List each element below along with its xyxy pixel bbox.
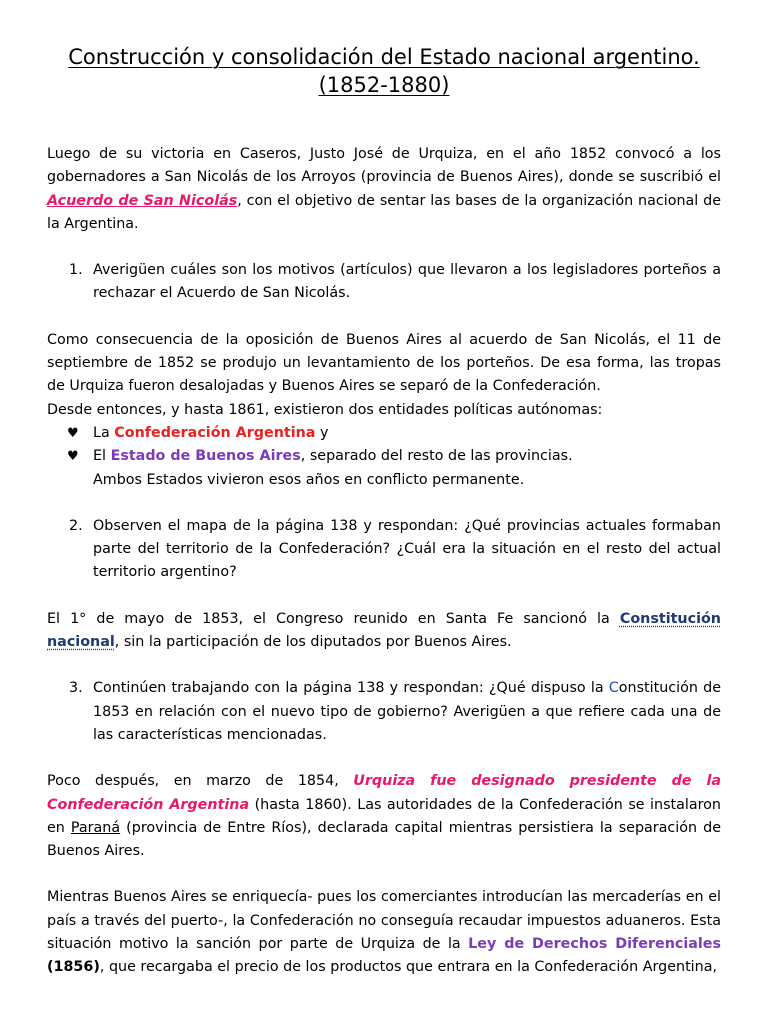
question-3-text-2: onstitución de 1853 en relación con el nuevo tipo de gobierno? Averigüen a que refiere cada una de las características mencionadas. [93,680,721,743]
derechos-text-2: , que recargaba el precio de los productos que entrara en la Confederación Argentina, [99,959,718,976]
consequence-text: Como consecuencia de la oposición de Buenos Aires al acuerdo de San Nicolás, el 11 de septiembre de 1852 se produjo un levantamiento de los porteños. De esa forma, las tropas de Urquiza fueron desalojadas y Buenos Aires se separó de la Confederación. [47,331,721,395]
question-2-text: Observen el mapa de la página 138 y respondan: ¿Qué provincias actuales formaban parte del territorio de la Confederación? ¿Cuál era la situación en el resto del actual territorio argentino? [93,517,721,581]
confederacion-argentina-highlight: Confederación Argentina [114,424,316,441]
parana-underlined: Paraná [70,819,121,836]
intro-text-1: Luego de su victoria en Caseros, Justo José de Urquiza, en el año 1852 convocó a los gobernadores a San Nicolás de los Arroyos (provincia de Buenos Aires), donde se suscribió el [47,146,721,186]
bullet-2-post: , separado del resto de las provincias. [300,448,573,465]
entities-intro: Desde entonces, y hasta 1861, existieron dos entidades políticas autónomas: [47,401,603,418]
constitution-text-2: , sin la participación de los diputados por Buenos Aires. [114,634,512,651]
urquiza-president-highlight: Urquiza fue designado presidente de la Confederación Argentina [47,773,721,813]
urquiza-text-1: Poco después, en marzo de 1854, [47,773,354,790]
question-1-text: Averigüen cuáles son los motivos (artículos) que llevaron a los legisladores porteños a rechazar el Acuerdo de San Nicolás. [93,262,721,302]
bullet-1-post: y [315,424,329,441]
consequence-paragraph [47,329,721,399]
conflict-note: Ambos Estados vivieron esos años en conflicto permanente. [93,471,525,488]
bullet-2-pre: El [93,448,111,465]
constitution-paragraph [47,608,721,655]
question-3-text-1: Continúen trabajando con la página 138 y respondan: ¿Qué dispuso la [93,680,609,697]
ley-year: (1856) [47,959,100,976]
estado-buenos-aires-highlight: Estado de Buenos Aires [110,448,301,465]
entities-list [47,422,721,469]
question-2 [47,515,721,585]
question-3-number: 3. [69,680,83,697]
question-2-number: 2. [69,517,83,534]
heart-bullet-icon: ♥ [67,425,79,441]
intro-text-2: , con el objetivo de sentar las bases de la organización nacional de la Argentina. [47,192,721,232]
derechos-text-1: Mientras Buenos Aires se enriquecía- pues los comerciantes introducían las mercaderías en el país a través del puerto-, la Confederación no conseguía recaudar impuestos aduaneros. Esta situación motivo la sanción por parte de Urquiza de la [47,889,721,953]
question-1-number: 1. [69,262,83,279]
acuerdo-san-nicolas-link[interactable]: Acuerdo de San Nicolás [47,192,238,209]
constitution-text-1: El 1° de mayo de 1853, el Congreso reunido en Santa Fe sancionó la [47,610,620,627]
question-3 [47,677,721,747]
bullet-1-pre: La [93,424,115,441]
urquiza-text-2: (hasta 1860). Las autoridades de la Confederación se instalaron en [47,796,721,836]
intro-paragraph [47,143,721,236]
derechos-paragraph [47,886,721,979]
ley-derechos-diferenciales-highlight: Ley de Derechos Diferenciales [468,936,722,953]
heart-bullet-icon: ♥ [67,449,79,465]
constitucion-nacional-link[interactable]: Constitución nacional [47,610,721,651]
urquiza-text-3: (provincia de Entre Ríos), declarada capital mientras persistiera la separación de Buenos Aires. [47,819,721,860]
question-1 [47,259,721,306]
page-title: Construcción y consolidación del Estado nacional argentino. (1852-1880) [68,45,700,97]
list-item [47,422,721,445]
urquiza-paragraph [47,770,721,863]
question-3-c: C [608,680,619,697]
list-item [47,445,721,468]
